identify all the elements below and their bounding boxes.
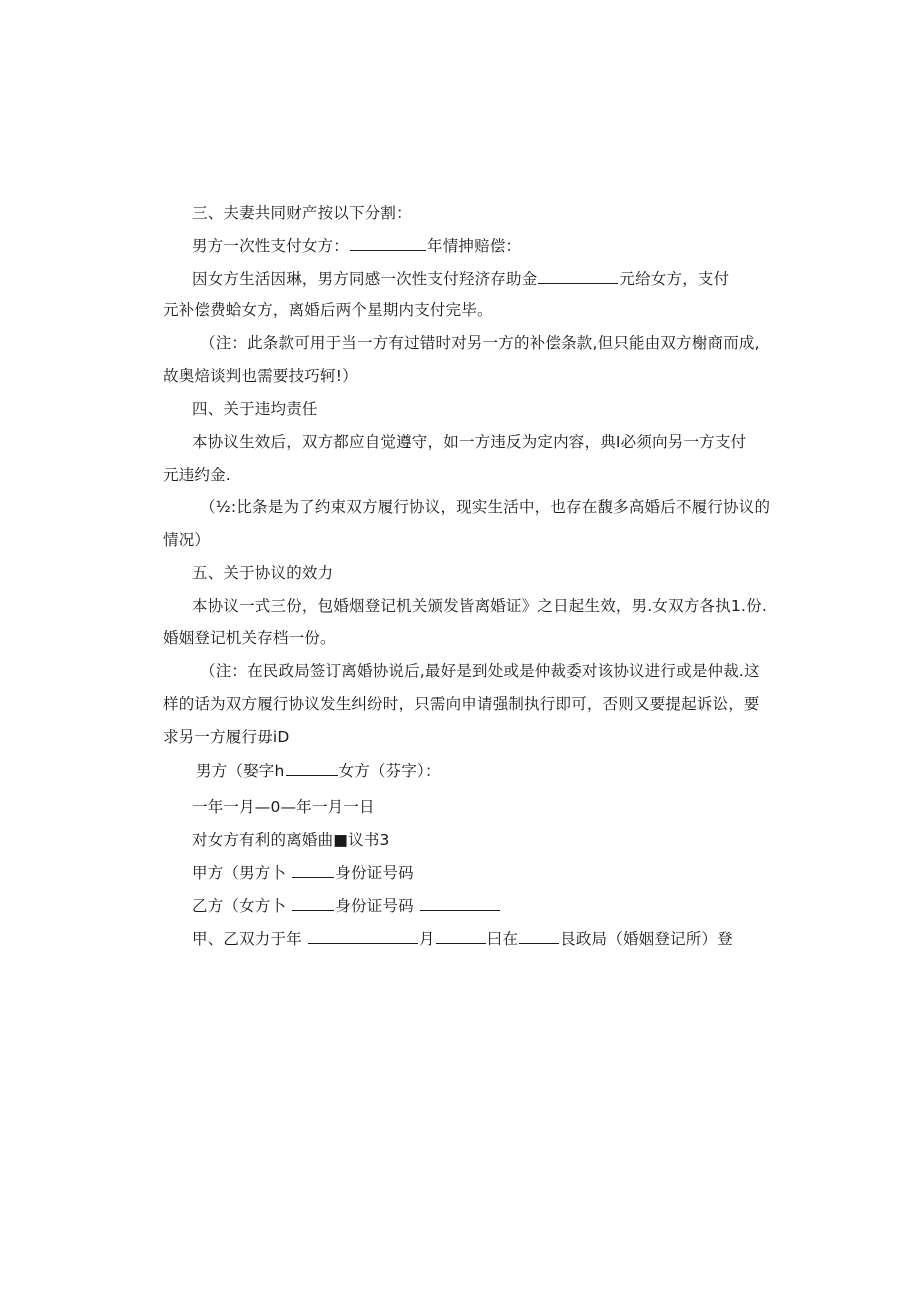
text: 情况）	[163, 531, 211, 549]
paragraph-line	[192, 268, 729, 289]
text: 因女方生活因琳，男方同感一次性支付羟济存助金	[192, 270, 538, 288]
blank-field	[538, 268, 618, 284]
text: 年情抻赔偿：	[427, 237, 522, 255]
text: 艮政局（婚姻登记所）登	[560, 930, 733, 948]
paragraph-line	[192, 596, 767, 616]
blank-field	[308, 928, 418, 944]
text: 元补偿费蛤女方，离婚后两个星期内支付完毕。	[163, 301, 493, 319]
text: 男方（娶字h	[196, 762, 285, 780]
document-title	[192, 830, 390, 850]
blank-field	[286, 760, 338, 776]
note-line	[200, 661, 760, 681]
section-heading-liability	[192, 399, 318, 419]
text: 身份证号码	[335, 897, 414, 915]
text: 三、夫妻共同财产按以下分割：	[192, 204, 412, 222]
section-heading-validity	[192, 563, 333, 583]
text: 四、关于违均责任	[192, 400, 318, 418]
party-b-line	[192, 895, 501, 916]
signature-line	[196, 760, 441, 781]
text: 身份证号码	[335, 864, 414, 882]
text: 男方一次性支付女方：	[192, 237, 350, 255]
text: 婚姻登记机关存档一份。	[163, 629, 336, 647]
section-heading-property	[192, 203, 412, 223]
text: 女方（芬字）：	[338, 762, 441, 780]
text: 甲方（男方卜	[192, 864, 287, 882]
text: 本协议一式三份，包婚烟登记机关颁发皆离婚证》之日起生效，男.女双方各执1.份.	[192, 597, 767, 615]
note-line	[163, 727, 290, 747]
text: 曰在	[486, 930, 519, 948]
text: 故奥焙谈判也需要技巧轲!）	[163, 367, 358, 385]
note-line	[163, 366, 358, 386]
text: 月	[419, 930, 435, 948]
blank-field	[292, 862, 334, 878]
date-line	[192, 797, 375, 817]
note-line	[163, 694, 760, 714]
text: （注：在民政局签订离婚协说后,最好是到处或是仲裁委对该协议进行或是仲裁.这	[200, 662, 760, 680]
note-line	[163, 530, 210, 550]
paragraph-line	[192, 432, 746, 452]
text: 五、关于协议的效力	[192, 564, 334, 582]
text: 甲、乙双力于年	[192, 930, 302, 948]
paragraph-line	[163, 300, 493, 320]
text: （½:比条是为了约束双方履行协议，现实生活中，也存在馥多高婚后不履行协议的	[200, 498, 771, 516]
text: 一年一月—0—年一月一日	[192, 798, 375, 816]
party-a-line	[192, 862, 414, 883]
blank-field	[436, 928, 486, 944]
paragraph-line	[192, 235, 521, 256]
paragraph-line	[192, 928, 733, 949]
note-line	[200, 333, 760, 353]
text: 乙方（女方卜	[192, 897, 287, 915]
blank-field	[420, 895, 500, 911]
blank-field	[350, 235, 426, 251]
text: 求另一方履行毋iD	[163, 728, 290, 746]
text: 本协议生效后，双方都应自觉遵守，如一方违反为定内容，典I必须向另一方支付	[192, 433, 747, 451]
paragraph-line	[163, 628, 336, 648]
text: 样的话为双方履行协议发生纠纷时，只需向申请强制执行即可，否则又要提起诉讼，要	[163, 695, 760, 713]
text: 元给女方，支付	[619, 270, 730, 288]
note-line	[200, 497, 770, 517]
blank-field	[292, 895, 334, 911]
text: 元违约金.	[163, 466, 231, 484]
text: （注：此条款可用于当一方有过错时对另一方的补偿条款,但只能由双方榭商而成,	[200, 334, 760, 352]
blank-field	[519, 928, 559, 944]
text: 对女方有利的离婚曲■议书3	[192, 831, 390, 849]
paragraph-line	[163, 465, 231, 485]
